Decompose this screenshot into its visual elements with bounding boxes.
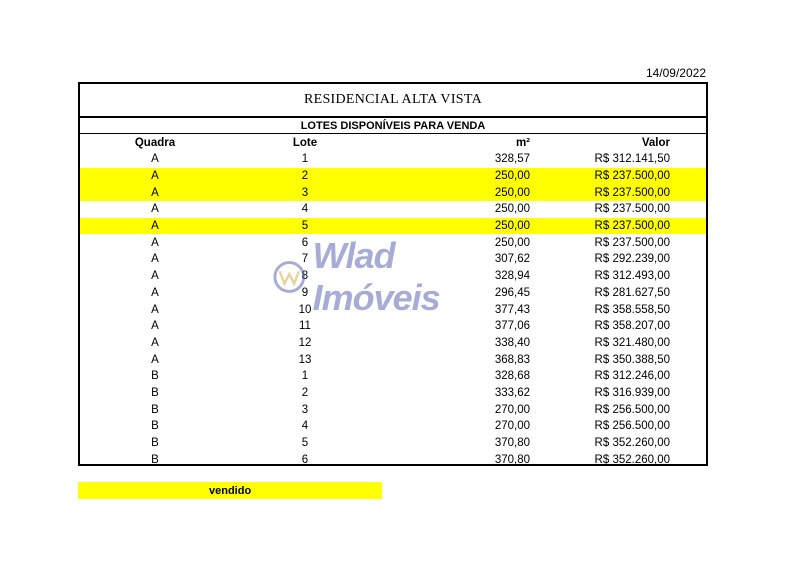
cell-area: 370,80 — [494, 453, 530, 466]
cell-lote: 6 — [301, 236, 309, 249]
cell-valor: R$ 312.141,50 — [594, 153, 670, 166]
cell-valor: R$ 321.480,00 — [594, 336, 670, 349]
cell-quadra: A — [151, 253, 159, 266]
cell-valor: R$ 316.939,00 — [594, 386, 670, 399]
column-header-valor: Valor — [641, 136, 670, 149]
cell-quadra: A — [151, 320, 159, 333]
cell-valor: R$ 312.246,00 — [594, 370, 670, 383]
cell-lote: 4 — [301, 203, 309, 216]
cell-valor: R$ 292.239,00 — [594, 253, 670, 266]
cell-quadra: A — [151, 270, 159, 283]
cell-area: 338,40 — [494, 336, 530, 349]
cell-lote: 10 — [298, 303, 312, 316]
lots-table — [78, 82, 708, 466]
cell-quadra: A — [151, 186, 159, 199]
cell-valor: R$ 312.493,00 — [594, 270, 670, 283]
cell-quadra: A — [151, 286, 159, 299]
cell-quadra: A — [151, 203, 159, 216]
cell-lote: 5 — [301, 437, 309, 450]
cell-lote: 5 — [301, 220, 309, 233]
table-row — [80, 368, 706, 385]
cell-area: 328,68 — [494, 370, 530, 383]
cell-valor: R$ 358.207,00 — [594, 320, 670, 333]
cell-area: 333,62 — [494, 386, 530, 399]
cell-valor: R$ 237.500,00 — [594, 170, 670, 183]
cell-lote: 1 — [301, 153, 309, 166]
table-row — [80, 168, 706, 185]
cell-area: 370,80 — [494, 437, 530, 450]
cell-quadra: A — [151, 353, 159, 366]
cell-quadra: A — [151, 303, 159, 316]
table-row — [80, 418, 706, 435]
cell-valor: R$ 237.500,00 — [594, 186, 670, 199]
table-row — [80, 184, 706, 201]
cell-lote: 4 — [301, 420, 309, 433]
cell-area: 328,57 — [494, 153, 530, 166]
cell-quadra: A — [151, 153, 159, 166]
cell-valor: R$ 237.500,00 — [594, 203, 670, 216]
legend-sold — [78, 482, 382, 499]
cell-valor: R$ 352.260,00 — [594, 453, 670, 466]
table-body — [80, 151, 706, 468]
cell-area: 270,00 — [494, 403, 530, 416]
cell-lote: 12 — [298, 336, 312, 349]
cell-quadra: B — [151, 420, 159, 433]
table-header-row — [80, 134, 706, 151]
column-header-area: m² — [515, 136, 530, 149]
table-row — [80, 234, 706, 251]
cell-lote: 11 — [299, 320, 311, 333]
cell-lote: 7 — [301, 253, 309, 266]
table-row — [80, 151, 706, 168]
cell-lote: 9 — [301, 286, 309, 299]
cell-lote: 6 — [301, 453, 309, 466]
cell-quadra: B — [151, 453, 159, 466]
cell-quadra: A — [151, 336, 159, 349]
cell-valor: R$ 237.500,00 — [594, 236, 670, 249]
cell-quadra: B — [151, 370, 159, 383]
cell-area: 377,43 — [494, 303, 530, 316]
table-row — [80, 268, 706, 285]
cell-valor: R$ 352.260,00 — [594, 437, 670, 450]
cell-quadra: A — [151, 220, 159, 233]
document-date: 14/09/2022 — [645, 66, 706, 80]
cell-quadra: B — [151, 437, 159, 450]
cell-quadra: B — [151, 403, 159, 416]
cell-area: 377,06 — [494, 320, 530, 333]
cell-area: 368,83 — [494, 353, 530, 366]
cell-area: 250,00 — [494, 186, 530, 199]
cell-valor: R$ 350.388,50 — [594, 353, 670, 366]
column-header-lote: Lote — [292, 136, 318, 149]
cell-lote: 2 — [301, 386, 309, 399]
table-row — [80, 201, 706, 218]
table-row — [80, 251, 706, 268]
cell-lote: 3 — [301, 403, 309, 416]
cell-area: 250,00 — [494, 220, 530, 233]
cell-quadra: A — [151, 170, 159, 183]
table-row — [80, 285, 706, 302]
table-title: RESIDENCIAL ALTA VISTA — [80, 84, 706, 118]
cell-valor: R$ 281.627,50 — [594, 286, 670, 299]
table-row — [80, 218, 706, 235]
cell-valor: R$ 256.500,00 — [594, 420, 670, 433]
column-header-quadra: Quadra — [134, 136, 176, 149]
cell-valor: R$ 256.500,00 — [594, 403, 670, 416]
cell-lote: 13 — [298, 353, 312, 366]
cell-quadra: B — [151, 386, 159, 399]
table-row — [80, 335, 706, 352]
table-row — [80, 351, 706, 368]
cell-area: 270,00 — [494, 420, 530, 433]
cell-lote: 8 — [301, 270, 309, 283]
legend-sold-label: vendido — [209, 484, 252, 497]
watermark-text: Wlad Imóveis — [312, 235, 440, 318]
cell-valor: R$ 358.558,50 — [594, 303, 670, 316]
cell-lote: 2 — [301, 170, 309, 183]
table-row — [80, 318, 706, 335]
cell-valor: R$ 237.500,00 — [594, 220, 670, 233]
cell-area: 307,62 — [494, 253, 530, 266]
table-row — [80, 385, 706, 402]
cell-quadra: A — [151, 236, 159, 249]
cell-area: 250,00 — [494, 236, 530, 249]
table-row — [80, 301, 706, 318]
table-row — [80, 435, 706, 452]
table-subtitle: LOTES DISPONÍVEIS PARA VENDA — [80, 118, 706, 134]
cell-area: 328,94 — [494, 270, 530, 283]
cell-area: 250,00 — [494, 170, 530, 183]
table-row — [80, 451, 706, 468]
cell-area: 296,45 — [494, 286, 530, 299]
cell-lote: 3 — [301, 186, 309, 199]
cell-lote: 1 — [301, 370, 309, 383]
cell-area: 250,00 — [494, 203, 530, 216]
table-row — [80, 401, 706, 418]
